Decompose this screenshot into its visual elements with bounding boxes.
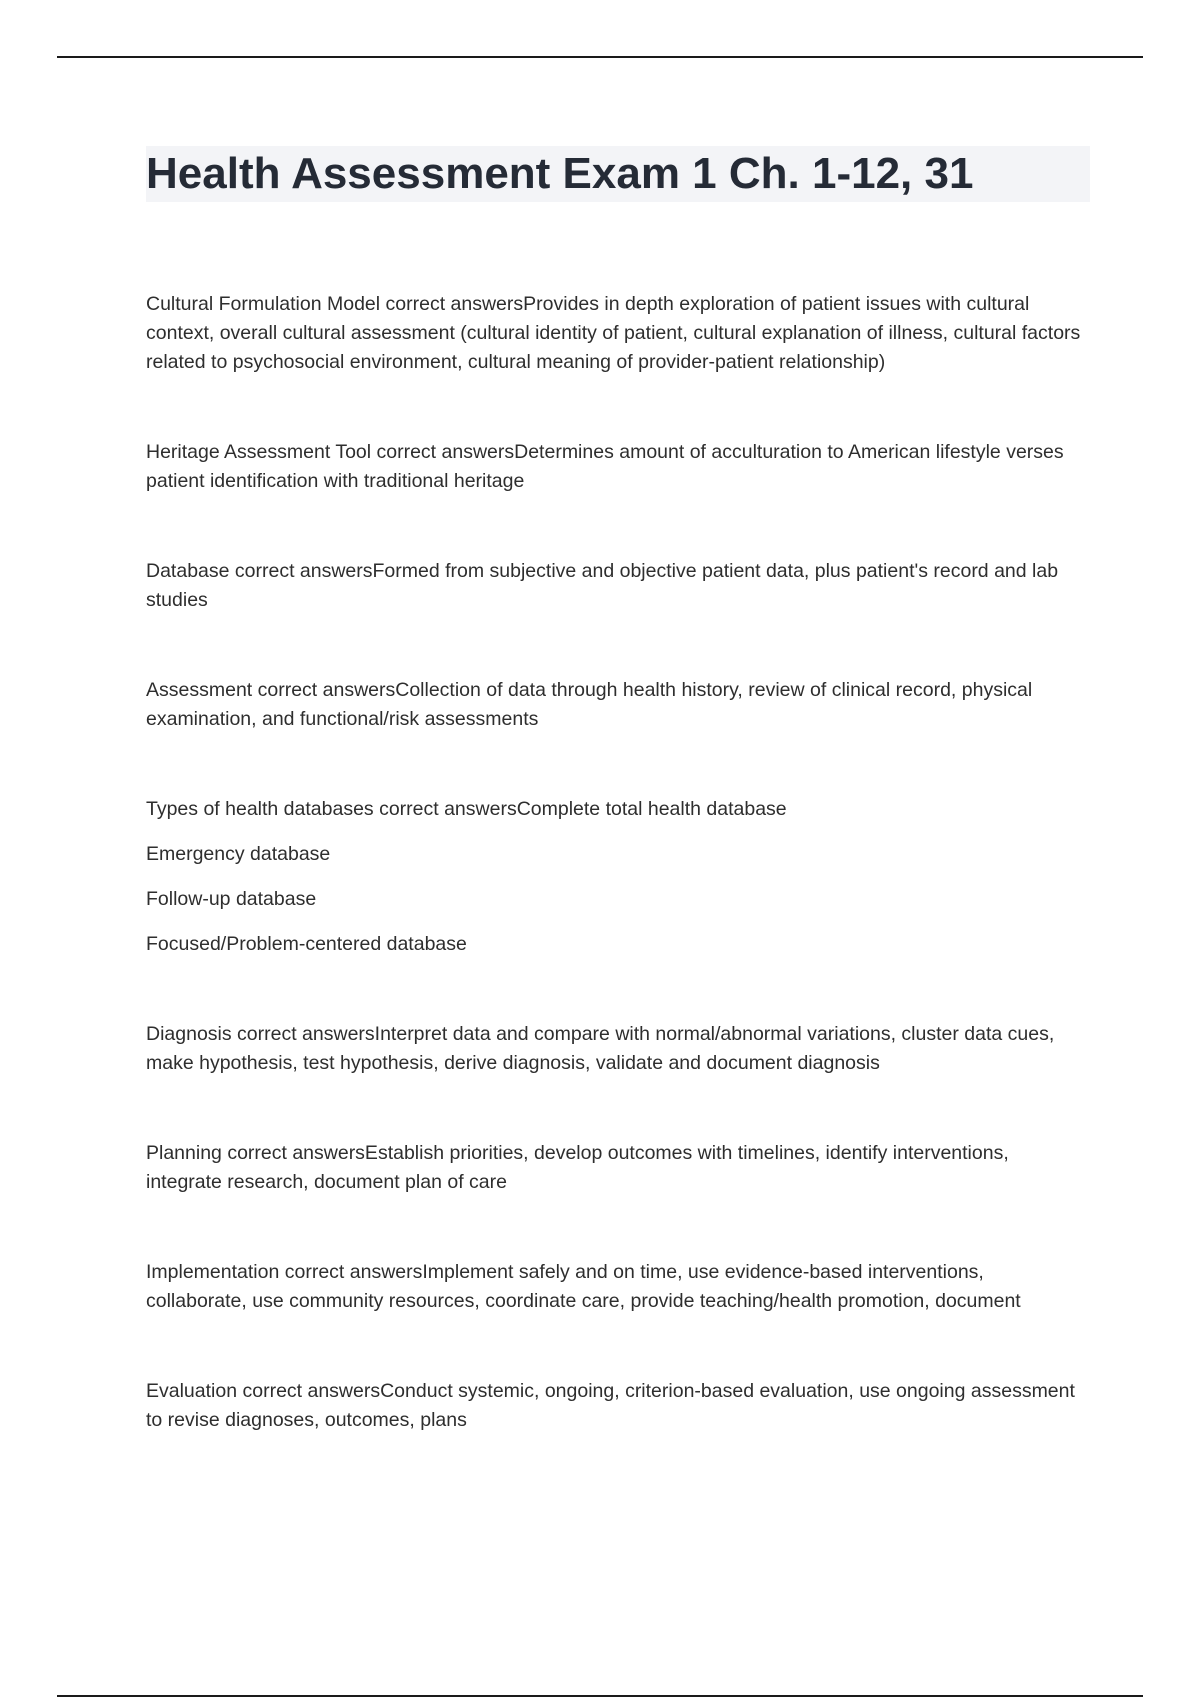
entry-database [146, 557, 1086, 615]
entry-text: Heritage Assessment Tool correct answersDetermines amount of acculturation to American lifestyle verses patient identification with traditional heritage [146, 441, 1064, 492]
entry-text: Diagnosis correct answersInterpret data and compare with normal/abnormal variations, cluster data cues, make hypothesis, test hypothesis, derive diagnosis, validate and document diagnosis [146, 1023, 1055, 1074]
entry-text: Assessment correct answersCollection of data through health history, review of clinical record, physical examination, and functional/risk assessments [146, 679, 1033, 730]
entry-text: Cultural Formulation Model correct answersProvides in depth exploration of patient issues with cultural context, overall cultural assessment (cultural identity of patient, cultural explanation of illness, cultural factors related to psychosocial environment, cultural meaning of provider-patient relationship) [146, 293, 1081, 373]
entry-subline: Focused/Problem-centered database [146, 933, 467, 955]
entry-cultural-formulation-model [146, 290, 1086, 377]
top-divider [57, 56, 1143, 58]
entry-implementation [146, 1258, 1086, 1316]
entry-text: Evaluation correct answersConduct systemic, ongoing, criterion-based evaluation, use ongoing assessment to revise diagnoses, outcomes, plans [146, 1380, 1075, 1431]
entry-heritage-assessment-tool [146, 438, 1086, 496]
entry-planning [146, 1139, 1086, 1197]
entry-assessment [146, 676, 1086, 734]
title-banner [146, 146, 1090, 202]
entry-types-of-health-databases [146, 795, 1086, 959]
entry-subline: Follow-up database [146, 888, 317, 910]
entry-evaluation [146, 1377, 1086, 1435]
document-body [146, 290, 1086, 1435]
entry-text: Implementation correct answersImplement safely and on time, use evidence-based interventions, collaborate, use community resources, coordinate care, provide teaching/health promotion, document [146, 1261, 1021, 1312]
document-title: Health Assessment Exam 1 Ch. 1-12, 31 [146, 149, 974, 198]
entry-text: Types of health databases correct answersComplete total health database [146, 798, 787, 820]
entry-diagnosis [146, 1020, 1086, 1078]
entry-text: Database correct answersFormed from subjective and objective patient data, plus patient's record and lab studies [146, 560, 1059, 611]
entry-subline: Emergency database [146, 843, 331, 865]
entry-text: Planning correct answersEstablish priorities, develop outcomes with timelines, identify interventions, integrate research, document plan of care [146, 1142, 1009, 1193]
bottom-divider [57, 1695, 1143, 1697]
